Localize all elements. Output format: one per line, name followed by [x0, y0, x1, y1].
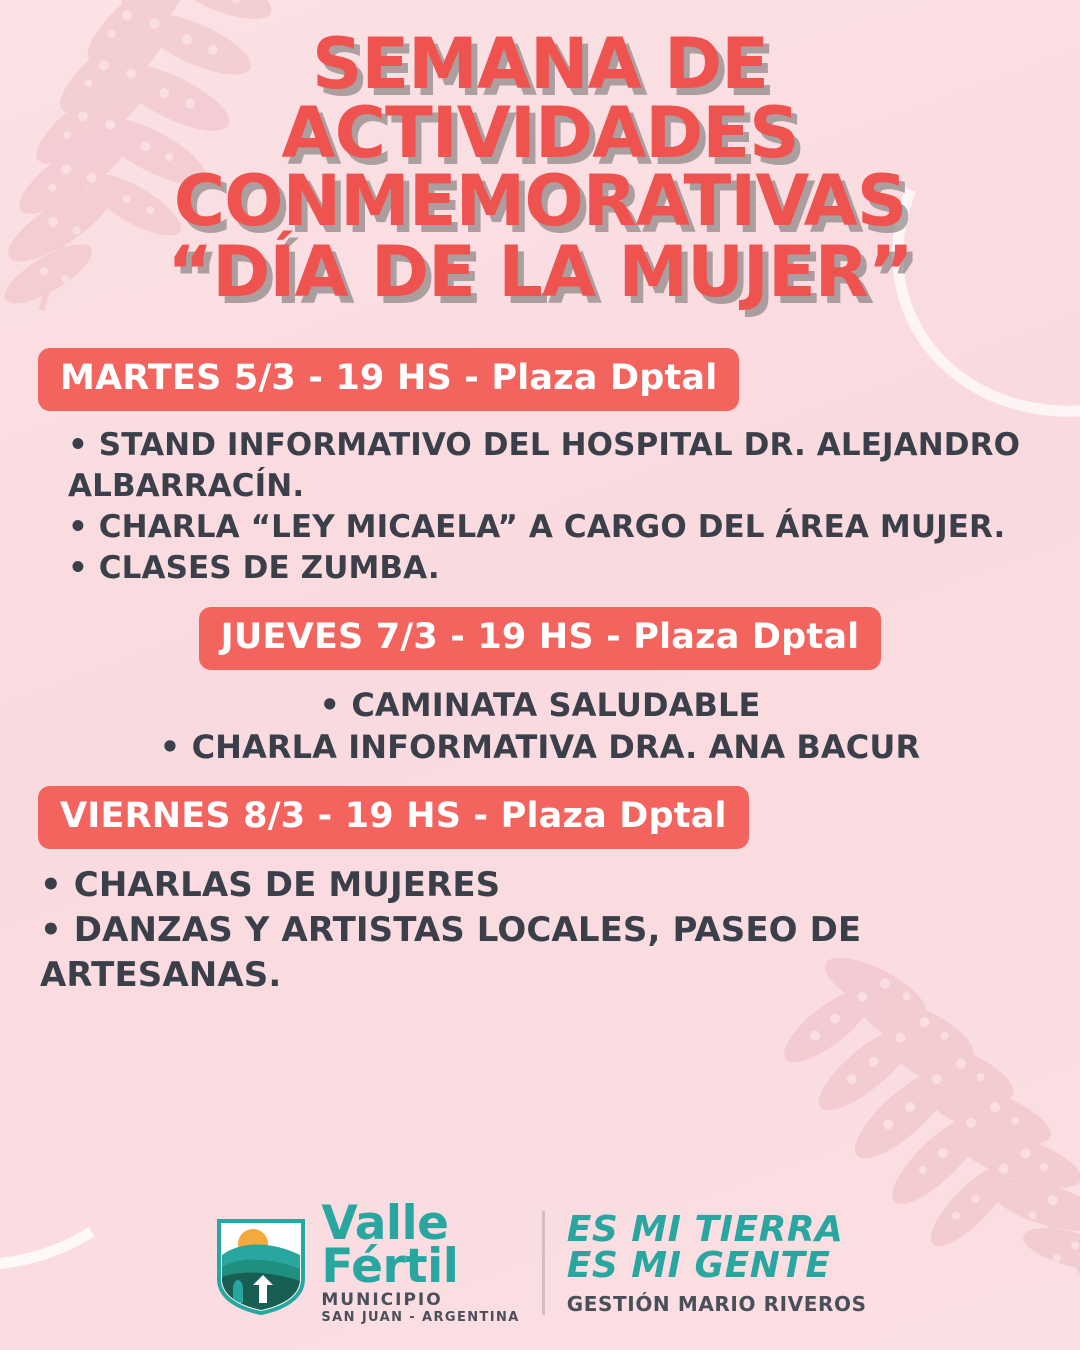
- logo-subtitle-province: SAN JUAN - ARGENTINA: [321, 1310, 520, 1326]
- list-item: • CHARLA INFORMATIVA DRA. ANA BACUR: [159, 728, 921, 767]
- gestion-label: GESTIÓN MARIO RIVEROS: [566, 1292, 867, 1316]
- footer-divider: [542, 1211, 545, 1315]
- schedule-items-viernes: [38, 863, 1042, 998]
- list-item: • CLASES DE ZUMBA.: [68, 550, 440, 587]
- schedule-items-jueves: [38, 684, 1042, 768]
- list-item: • DANZAS Y ARTISTAS LOCALES, PASEO DE ARTESANAS.: [40, 910, 862, 996]
- logo-name-line-2: Fértil: [321, 1239, 459, 1295]
- schedule-header-viernes: VIERNES 8/3 - 19 HS - Plaza Dptal: [38, 786, 749, 849]
- title-line-4: “DÍA DE LA MUJER”: [167, 230, 913, 313]
- campaign-slogan: [566, 1208, 867, 1316]
- list-item: • CHARLA “LEY MICAELA” A CARGO DEL ÁREA MUJER.: [68, 509, 1006, 546]
- list-item: • STAND INFORMATIVO DEL HOSPITAL DR. ALEJANDRO ALBARRACÍN.: [68, 427, 1021, 505]
- list-item: • CHARLAS DE MUJERES: [40, 865, 501, 906]
- municipality-logo: [213, 1195, 520, 1326]
- municipality-logo-text: [321, 1195, 520, 1326]
- title-line-1: SEMANA DE: [311, 23, 769, 105]
- schedule-section-viernes: [38, 786, 1042, 998]
- schedule-list: [38, 348, 1042, 1016]
- slogan-line-2: ES MI GENTE: [566, 1245, 831, 1287]
- title-line-2: ACTIVIDADES: [281, 91, 799, 174]
- schedule-section-martes: [38, 348, 1042, 589]
- schedule-header-jueves: JUEVES 7/3 - 19 HS - Plaza Dptal: [199, 607, 882, 670]
- schedule-items-martes: [38, 425, 1042, 589]
- title-line-3: CONMEMORATIVAS: [173, 160, 907, 243]
- valle-fertil-emblem-icon: [213, 1211, 309, 1315]
- logo-subtitle-municipio: MUNICIPIO: [321, 1290, 443, 1311]
- logo-name-line-1: Valle: [321, 1195, 449, 1251]
- list-item: • CAMINATA SALUDABLE: [319, 686, 761, 724]
- footer: [38, 1195, 1042, 1326]
- schedule-header-martes: MARTES 5/3 - 19 HS - Plaza Dptal: [38, 348, 739, 411]
- slogan-line-1: ES MI TIERRA: [566, 1208, 844, 1250]
- schedule-section-jueves: [38, 607, 1042, 768]
- page-title: [38, 23, 1042, 313]
